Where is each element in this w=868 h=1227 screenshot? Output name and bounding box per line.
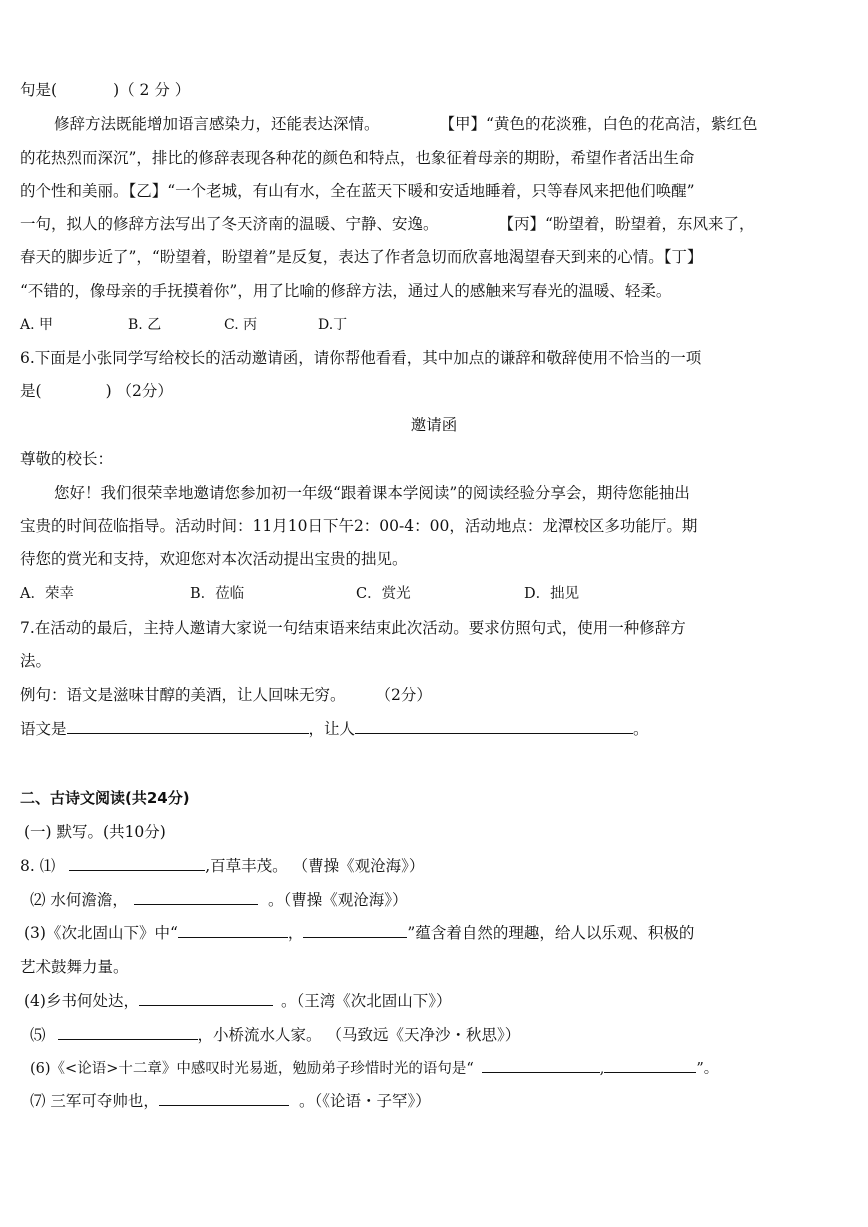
q6-option-d[interactable]: D．拙见: [524, 586, 580, 602]
letter-body-line-3: 待您的赏光和支持，欢迎您对本次活动提出宝贵的拙见。: [20, 550, 408, 568]
q7-stem-line-1: 7.在活动的最后，主持人邀请大家说一句结束语来结束此次活动。要求仿照句式，使用一种修辞方: [20, 619, 686, 637]
q5-paragraph-line-3: 的个性和美丽。【乙】“一个老城，有山有水，全在蓝天下暖和安适地睡着，只等春风来把他们唤醒”: [20, 182, 695, 200]
q6-stem-line-2: 是( ) （2分）: [20, 382, 173, 400]
q8-6-blank-2[interactable]: [604, 1058, 696, 1073]
q8-item-5: ⑸ ，小桥流水人家。 （马致远《天净沙・秋思》）: [30, 1026, 521, 1044]
q8-1-blank[interactable]: [69, 856, 205, 871]
q7-stem-line-2: 法。: [20, 652, 52, 670]
q5-option-c[interactable]: C. 丙: [224, 317, 258, 333]
q8-item-3: (3)《次北固山下》中“ ， ”蕴含着自然的理趣，给人以乐观、积极的: [24, 924, 695, 942]
q5-paragraph-line-4: 一句，拟人的修辞方法写出了冬天济南的温暖、宁静、安逸。 【丙】“盼望着，盼望着，东风来了，: [20, 215, 755, 233]
letter-body-line-2: 宝贵的时间莅临指导。活动时间：11月10日下午2：00-4：00，活动地点：龙潭校区多功能厅。期: [20, 517, 698, 535]
q5-paragraph-line-2: 的花热烈而深沉”，排比的修辞表现各种花的颜色和特点，也象征着母亲的期盼，希望作者活出生命: [20, 149, 695, 167]
q8-item-6: (6)《<论语>十二章》中感叹时光易逝，勉励弟子珍惜时光的语句是“ , ”。: [30, 1058, 844, 1079]
q8-3-blank-1[interactable]: [178, 923, 288, 938]
q8-5-blank[interactable]: [58, 1025, 198, 1040]
q8-item-2: ⑵ 水何澹澹， 。（曹操《观沧海》）: [30, 891, 408, 909]
letter-body-line-1: 您好！我们很荣幸地邀请您参加初一年级“跟着课本学阅读”的阅读经验分享会，期待您能抽出: [54, 484, 690, 502]
q8-3-blank-2[interactable]: [303, 923, 407, 938]
q8-6-blank-1[interactable]: [482, 1058, 600, 1073]
q7-blank-1[interactable]: [67, 719, 309, 734]
q8-7-blank[interactable]: [159, 1091, 289, 1106]
section-2-subheading: (一) 默写。(共10分): [24, 823, 166, 841]
q6-option-b[interactable]: B．莅临: [190, 586, 245, 602]
q7-blank-2[interactable]: [355, 719, 633, 734]
q6-option-a[interactable]: A．荣幸: [20, 586, 74, 602]
q5-option-a[interactable]: A. 甲: [20, 317, 54, 333]
q7-example: 例句：语文是滋味甘醇的美酒，让人回味无穷。 （2分）: [20, 686, 432, 704]
letter-title: 邀请函: [410, 416, 458, 434]
q8-2-blank[interactable]: [134, 890, 258, 905]
q7-fill-line: 语文是 ，让人 。: [20, 720, 649, 738]
q8-item-7: ⑺ 三军可夺帅也， 。（《论语・子罕》）: [30, 1092, 431, 1110]
q5-option-b[interactable]: B. 乙: [128, 317, 162, 333]
q8-item-1: 8. ⑴ ,百草丰茂。 （曹操《观沧海》）: [20, 857, 425, 875]
q8-4-blank[interactable]: [139, 991, 273, 1006]
q5-option-d[interactable]: D.丁: [318, 317, 348, 333]
q6-option-c[interactable]: C．赏光: [356, 586, 411, 602]
q8-item-4: (4)乡书何处达， 。（王湾《次北固山下》）: [24, 992, 452, 1010]
q5-stem-tail: 句是( )（ 2 分 ）: [20, 81, 191, 99]
letter-salutation: 尊敬的校长：: [20, 450, 114, 468]
q5-paragraph-line-1: 修辞方法既能增加语言感染力，还能表达深情。 【甲】“黄色的花淡雅，白色的花高洁，紫红色: [54, 115, 758, 133]
q8-item-3-cont: 艺术鼓舞力量。: [20, 958, 129, 976]
q5-paragraph-line-5: 春天的脚步近了”，“盼望着，盼望着”是反复，表达了作者急切而欣喜地渴望春天到来的心情。【丁】: [20, 248, 703, 266]
q5-paragraph-line-6: “不错的，像母亲的手抚摸着你”，用了比喻的修辞方法，通过人的感触来写春光的温暖、轻柔。: [20, 282, 672, 300]
section-2-heading: 二、古诗文阅读(共24分): [20, 789, 190, 807]
q6-stem-line-1: 6.下面是小张同学写给校长的活动邀请函，请你帮他看看，其中加点的谦辞和敬辞使用不恰当的一项: [20, 349, 702, 367]
